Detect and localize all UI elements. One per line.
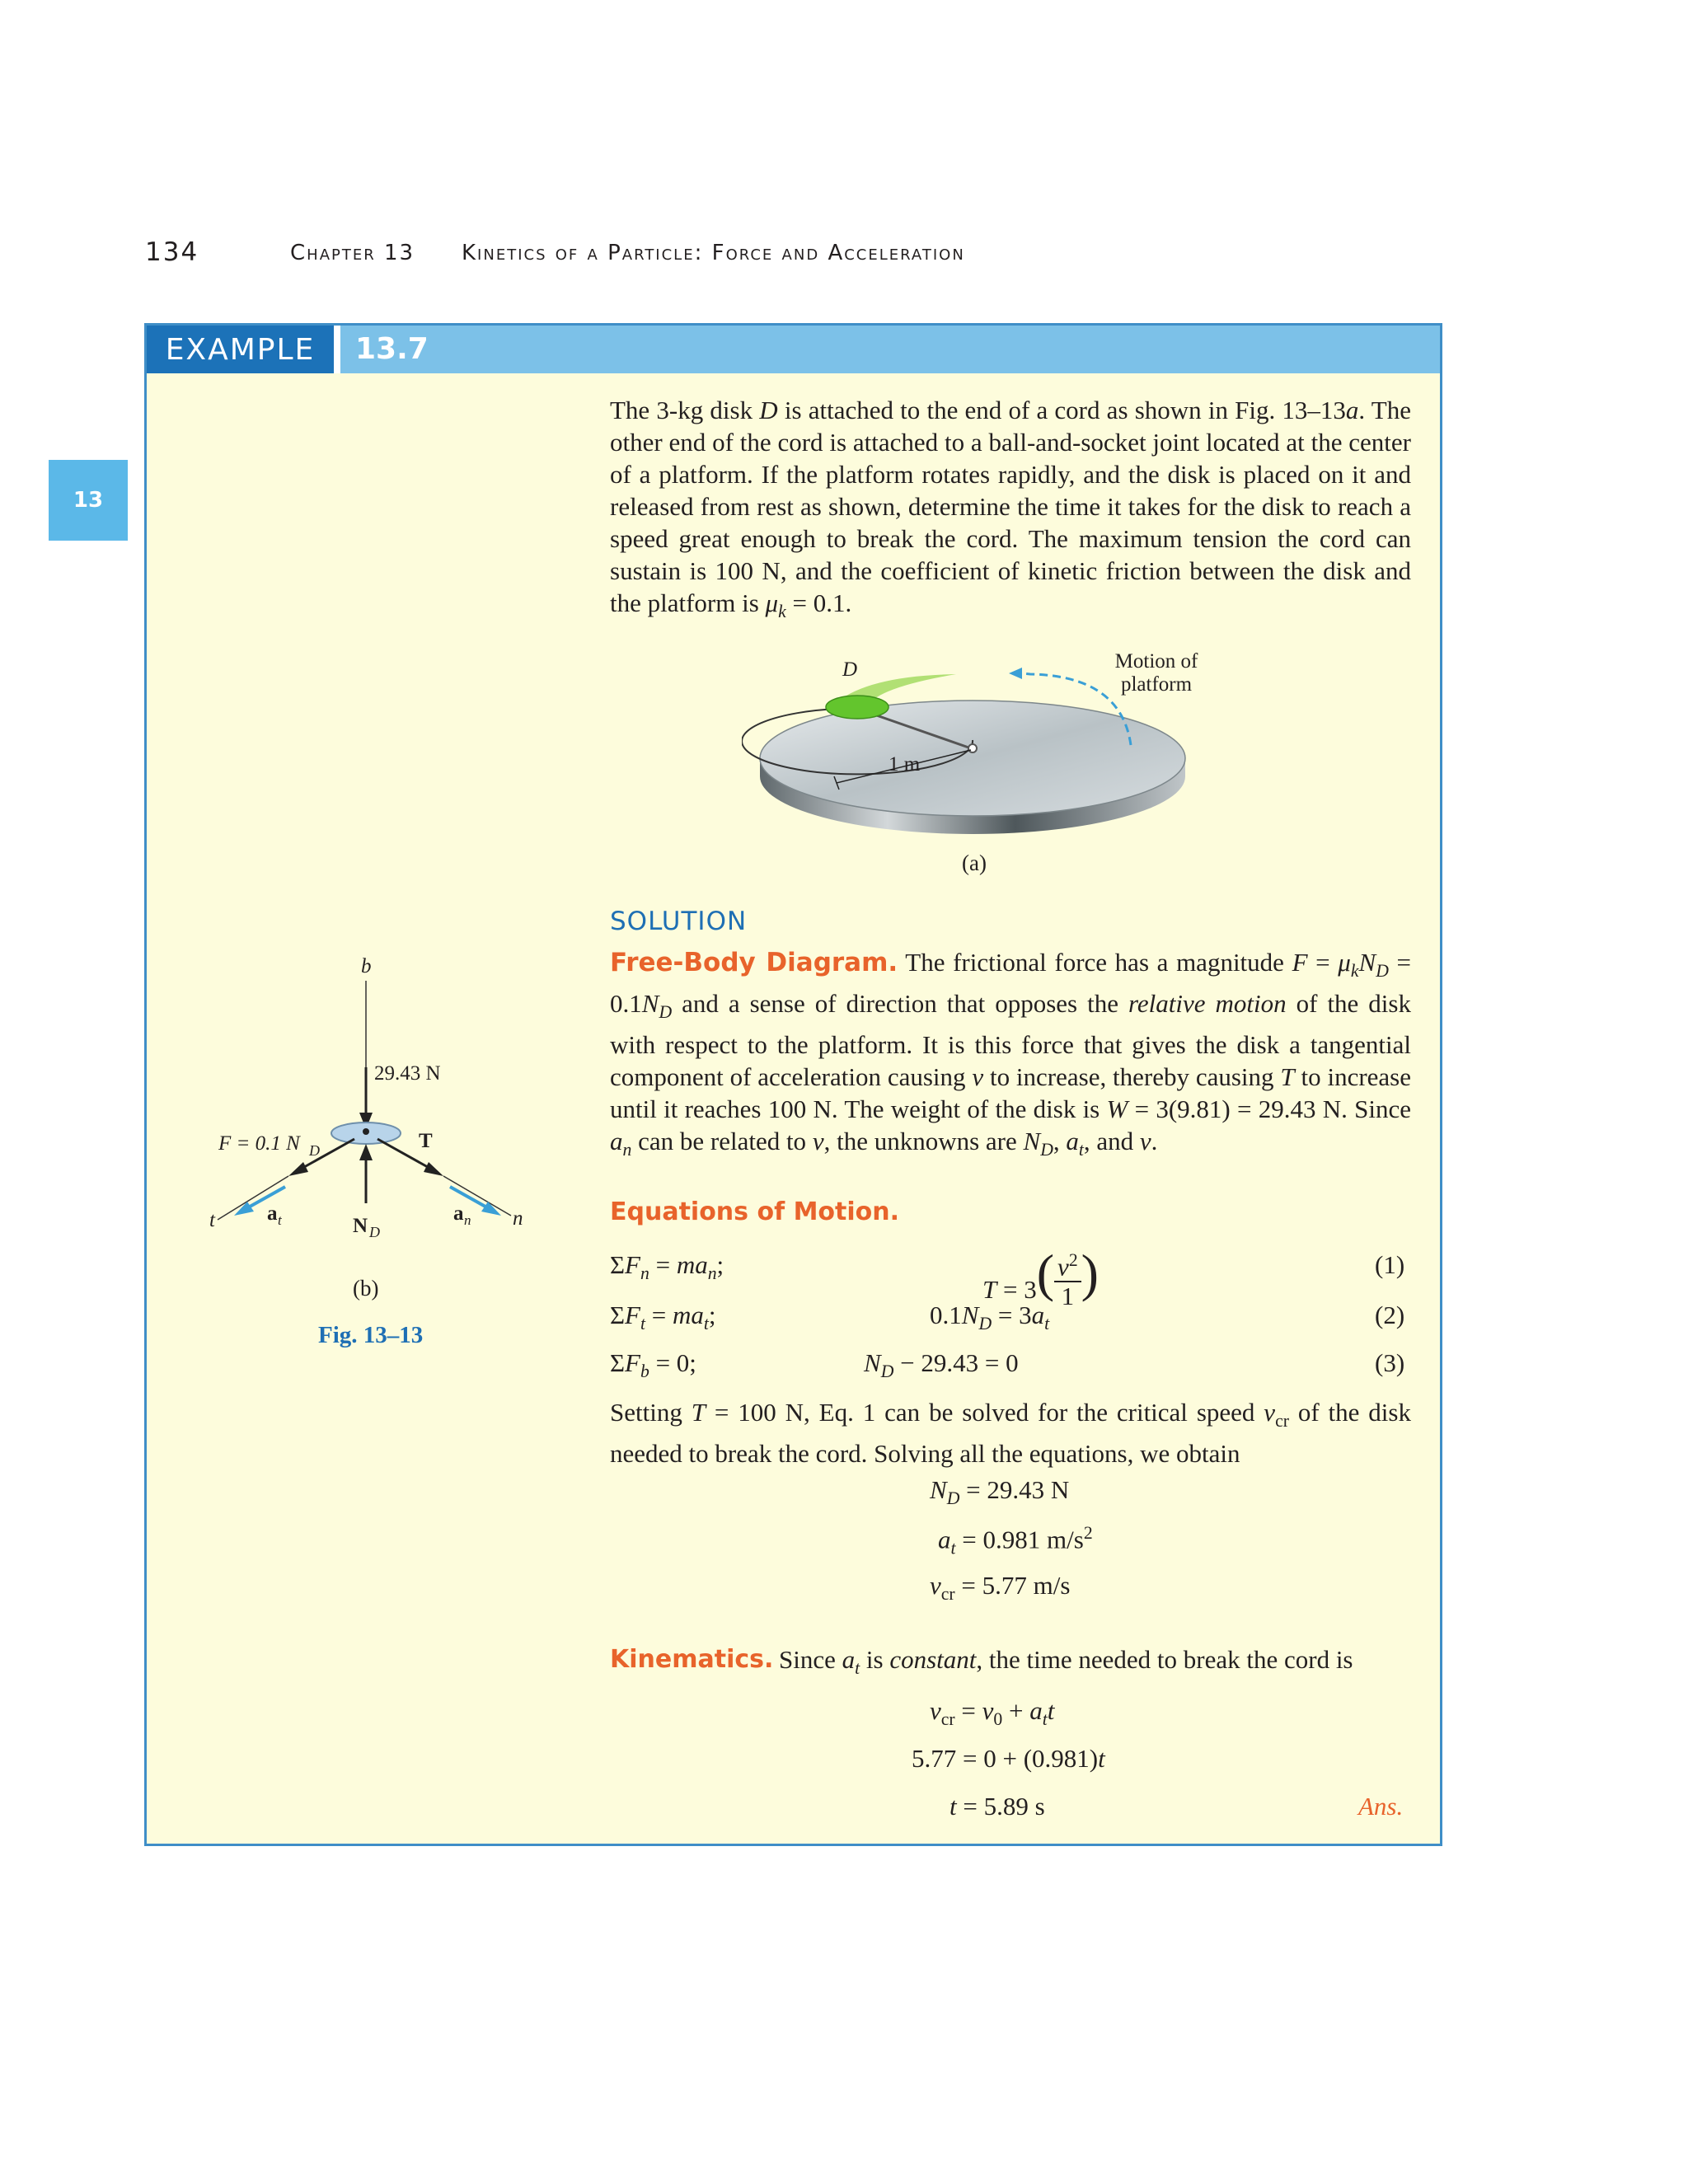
kin-eq2: 5.77 = 0 + (0.981)t	[912, 1744, 1105, 1773]
result-at: $a_t = 0.981$ $m/s^2$	[938, 1523, 1093, 1558]
figure-caption: Fig. 13–13	[318, 1322, 424, 1348]
friction-sub: D	[309, 1142, 320, 1159]
figure-a-platform	[742, 643, 1253, 857]
disk-d	[826, 696, 889, 719]
eq2-right: $0.1N_D = 3a_t$	[930, 1301, 1050, 1334]
eq1-right: T = 3( $\frac{v^2}{1}$ )	[982, 1244, 1099, 1311]
ball-socket-joint	[968, 744, 977, 752]
motion-label-1: Motion of	[1114, 650, 1198, 673]
example-number: 13.7	[355, 332, 429, 366]
chapter-title: Kinetics of a Particle: Force and Acceleration	[462, 241, 965, 265]
example-header-bar	[147, 326, 1440, 373]
at-label: a	[267, 1202, 278, 1225]
kin-eq3: t = 5.89 s	[950, 1792, 1045, 1821]
radius-label: 1 m	[889, 753, 921, 776]
page-number: 134	[145, 237, 199, 267]
eom-heading: Equations of Motion.	[610, 1197, 900, 1226]
at-sub: t	[278, 1212, 282, 1228]
eq2-number: (2)	[1375, 1301, 1405, 1329]
solution-heading: SOLUTION	[610, 907, 748, 936]
example-label: EXAMPLE	[147, 326, 334, 373]
chapter-side-tab: 13	[49, 460, 128, 541]
result-nd: $N_D = 29.43$ N	[930, 1475, 1070, 1509]
example-separator	[334, 326, 340, 373]
kinematics-text: Since $a_t$ is constant, the time needed to break the cord is	[779, 1645, 1353, 1679]
n-axis-label: n	[513, 1207, 523, 1230]
answer-marker: Ans.	[1358, 1792, 1404, 1821]
fbd-paragraph: Free-Body Diagram. The frictional force has a magnitude $F = \mu_kN_D = 0.1N_D$ and a sense of direction that opposes the relative motion of the disk with respect to the platform. It is this force that gives the disk a tangential component of acceleration causing v to increase, thereby causing T to increase until it reaches 100 N. The weight of the disk is W = 3(9.81) = 29.43 N. Since $a_n$ can be related to v, the unknowns are $N_D$, $a_t$, and v.	[610, 948, 1412, 1160]
friction-label: F = 0.1 N	[218, 1132, 300, 1155]
weight-label: 29.43 N	[374, 1062, 441, 1085]
eq3-right: $N_D - 29.43 = 0$	[864, 1348, 1019, 1382]
b-axis-label: b	[361, 955, 372, 977]
normal-sub: D	[369, 1224, 380, 1240]
result-vcr: $v_{cr} = 5.77$ m/s	[930, 1571, 1071, 1605]
eq1-number: (1)	[1375, 1250, 1405, 1279]
fbd-heading: Free-Body Diagram.	[610, 948, 898, 977]
kinematics-heading: Kinematics.	[610, 1645, 774, 1674]
eq3-number: (3)	[1375, 1348, 1405, 1377]
normal-label: N	[353, 1215, 368, 1237]
figure-b-caption: (b)	[353, 1276, 379, 1301]
tension-label: T	[419, 1130, 433, 1152]
t-axis-label: t	[209, 1209, 215, 1231]
eq3-left: $\Sigma F_b = 0$;	[610, 1348, 696, 1382]
disk-label: D	[842, 658, 858, 681]
eq1-left: $\Sigma F_n = ma_n$;	[610, 1250, 724, 1284]
problem-statement: The 3-kg disk D is attached to the end of a cord as shown in Fig. 13–13a. The other end of the cord is attached to a ball-and-socket joint located at the center of a platform. If the platform rotates rapidly, and the disk is placed on it and released from rest as shown, determine the time it takes for the disk to reach a speed great enough to break the cord. The maximum tension the cord can sustain is 100 N, and the coefficient of kinetic friction between the disk and the platform is $\mu_k = 0.1$.	[610, 396, 1411, 622]
an-label: a	[453, 1202, 464, 1225]
setting-paragraph: Setting T = 100 N, Eq. 1 can be solved for the critical speed $v_{cr}$ of the disk needed to break the cord. Solving all the equations, we obtain	[610, 1398, 1411, 1469]
figure-b-fbd	[206, 948, 552, 1261]
eq2-left: $\Sigma F_t = ma_t$;	[610, 1301, 716, 1334]
motion-label-2: platform	[1120, 673, 1193, 696]
chapter-label: Chapter 13	[290, 241, 415, 265]
kin-eq1: $v_{cr} = v_0 + a_tt$	[930, 1696, 1055, 1730]
an-sub: n	[464, 1212, 471, 1228]
friction-arrow	[298, 1139, 354, 1170]
figure-a-caption: (a)	[962, 851, 987, 875]
